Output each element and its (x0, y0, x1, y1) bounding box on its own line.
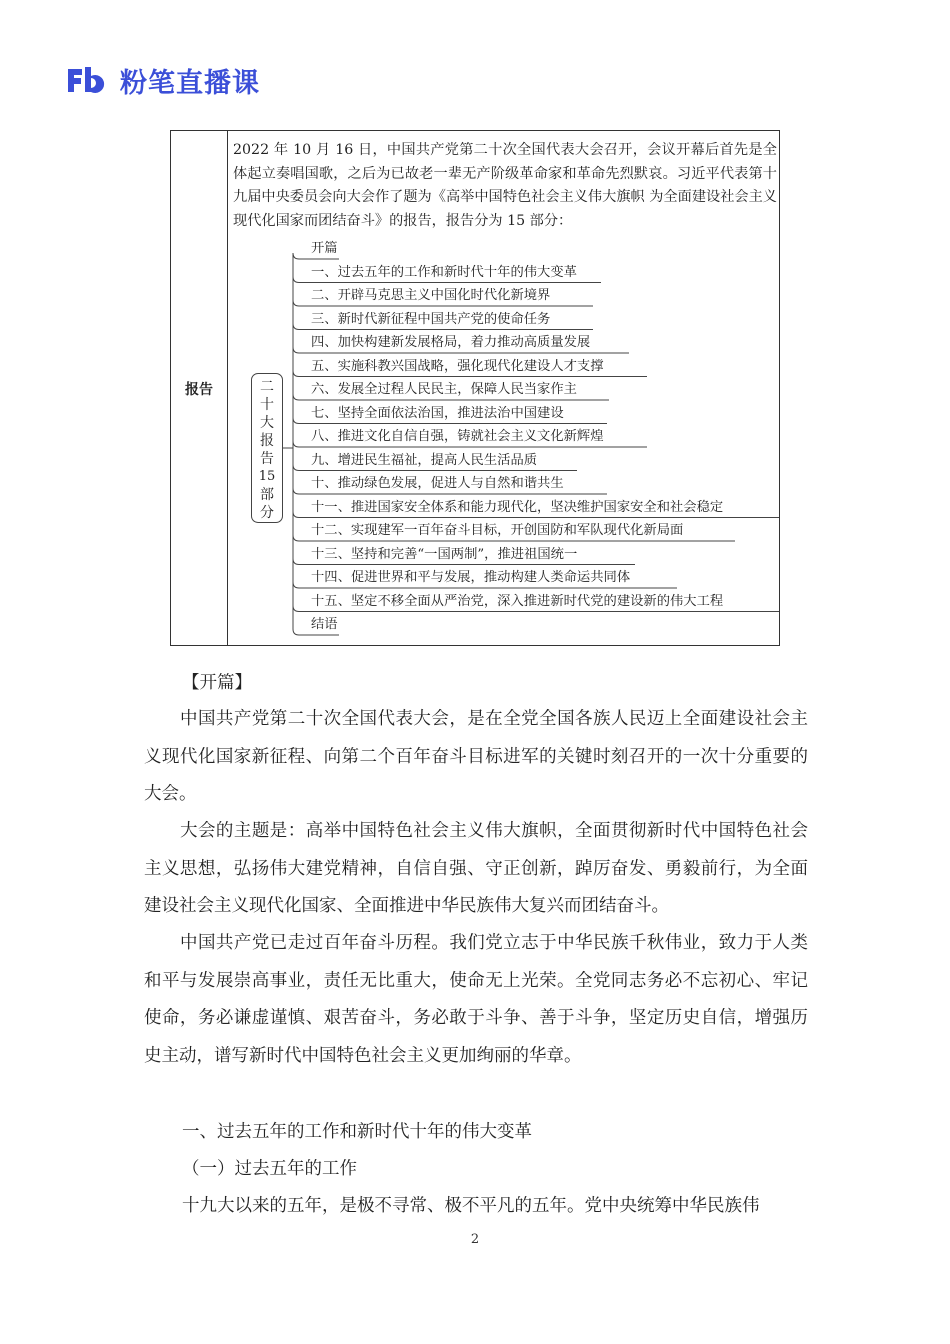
fb-logo-icon (66, 65, 110, 95)
box-char: 部 (260, 487, 274, 503)
outline-branch (293, 535, 299, 541)
outline-item: 一、过去五年的工作和新时代十年的伟大变革 (311, 264, 577, 280)
brand-name: 粉笔直播课 (120, 67, 260, 99)
box-char: 报 (260, 433, 274, 449)
outline-item: 十五、坚定不移全面从严治党，深入推进新时代党的建设新的伟大工程 (311, 593, 724, 609)
outline-item: 十一、推进国家安全体系和能力现代化，坚决维护国家安全和社会稳定 (311, 499, 724, 515)
paragraph-3: 中国共产党已走过百年奋斗历程。我们党立志于中华民族千秋伟业，致力于人类和平与发展崇高事业，责任无比重大，使命无上光荣。全党同志务必不忘初心、牢记使命，务必谦虚谨慎、艰苦奋斗，务必敢于斗争、善于斗争，坚定历史自信，增强历史主动，谱写新时代中国特色社会主义更加绚丽的华章。 (144, 933, 808, 1066)
outline-item: 六、发展全过程人民民主，保障人民当家作主 (311, 382, 577, 397)
outline-branch (293, 371, 299, 377)
box-char: 告 (260, 451, 274, 467)
outline-branch (293, 512, 299, 518)
outline-item: 结语 (311, 617, 338, 632)
outline-branch (293, 606, 299, 612)
outline-item: 十三、坚持和完善“一国两制”，推进祖国统一 (311, 546, 578, 562)
outline-item: 九、增进民生福祉，提高人民生活品质 (311, 452, 538, 468)
outline-branch (293, 347, 299, 353)
outline-item: 五、实施科教兴国战略，强化现代化建设人才支撑 (311, 358, 604, 374)
brand-logo (66, 62, 260, 98)
outline-branch (293, 488, 299, 494)
box-char: 分 (260, 505, 274, 521)
outline-item: 四、加快构建新发展格局，着力推动高质量发展 (311, 335, 591, 350)
outline-item: 十四、促进世界和平与发展，推动构建人类命运共同体 (311, 570, 631, 585)
outline-item: 八、推进文化自信自强，铸就社会主义文化新辉煌 (311, 429, 604, 444)
box-char: 大 (260, 415, 274, 431)
outline-branch (293, 418, 299, 424)
outline-branch (293, 629, 299, 635)
outline-item: 三、新时代新征程中国共产党的使命任务 (311, 311, 551, 327)
outline-branch (293, 277, 299, 283)
outline-branch (293, 582, 299, 588)
row-label: 报告 (185, 382, 213, 398)
page-number: 2 (470, 1232, 480, 1247)
section-heading-kaipian: 【开篇】 (182, 673, 252, 693)
report-outline-table (170, 130, 780, 646)
report-intro: 2022 年 10 月 16 日，中国共产党第二十次全国代表大会召开，会议开幕后首先是全体起立奏唱国歌，之后为已故老一辈无产阶级革命家和革命先烈默哀。习近平代表第十九届中央委员会向大会作了题为《高举中国特色社会主义伟大旗帜 为全面建设社会主义现代化国家而团结奋斗》的报告，报告分为 15 部分： (233, 142, 777, 229)
box-char: 15 (258, 469, 276, 484)
box-char: 十 (260, 397, 274, 413)
outline-item: 十、推动绿色发展，促进人与自然和谐共生 (311, 476, 564, 491)
outline-branch (293, 394, 299, 400)
section-heading-1: 一、过去五年的工作和新时代十年的伟大变革 (182, 1122, 532, 1142)
box-char: 二 (260, 379, 274, 395)
subsection-heading-1: （一）过去五年的工作 (182, 1159, 357, 1179)
outline-branch (293, 559, 299, 565)
outline-branch (293, 441, 299, 447)
paragraph-2: 大会的主题是：高举中国特色社会主义伟大旗帜，全面贯彻新时代中国特色社会主义思想，弘扬伟大建党精神，自信自强、守正创新，踔厉奋发、勇毅前行，为全面建设社会主义现代化国家、全面推进中华民族伟大复兴而团结奋斗。 (144, 821, 808, 916)
paragraph-1: 中国共产党第二十次全国代表大会，是在全党全国各族人民迈上全面建设社会主义现代化国家新征程、向第二个百年奋斗目标进军的关键时刻召开的一次十分重要的大会。 (144, 709, 808, 804)
outline-branch (293, 253, 299, 259)
outline-item: 七、坚持全面依法治国，推进法治中国建设 (311, 405, 564, 421)
outline-branch (293, 465, 299, 471)
outline-item: 十二、实现建军一百年奋斗目标，开创国防和军队现代化新局面 (311, 523, 684, 538)
outline-branch (293, 324, 299, 330)
outline-branch (293, 300, 299, 306)
paragraph-4-start: 十九大以来的五年，是极不寻常、极不平凡的五年。党中央统筹中华民族伟 (182, 1196, 760, 1216)
outline-item: 开篇 (311, 241, 338, 256)
outline-item: 二、开辟马克思主义中国化时代化新境界 (311, 288, 551, 303)
